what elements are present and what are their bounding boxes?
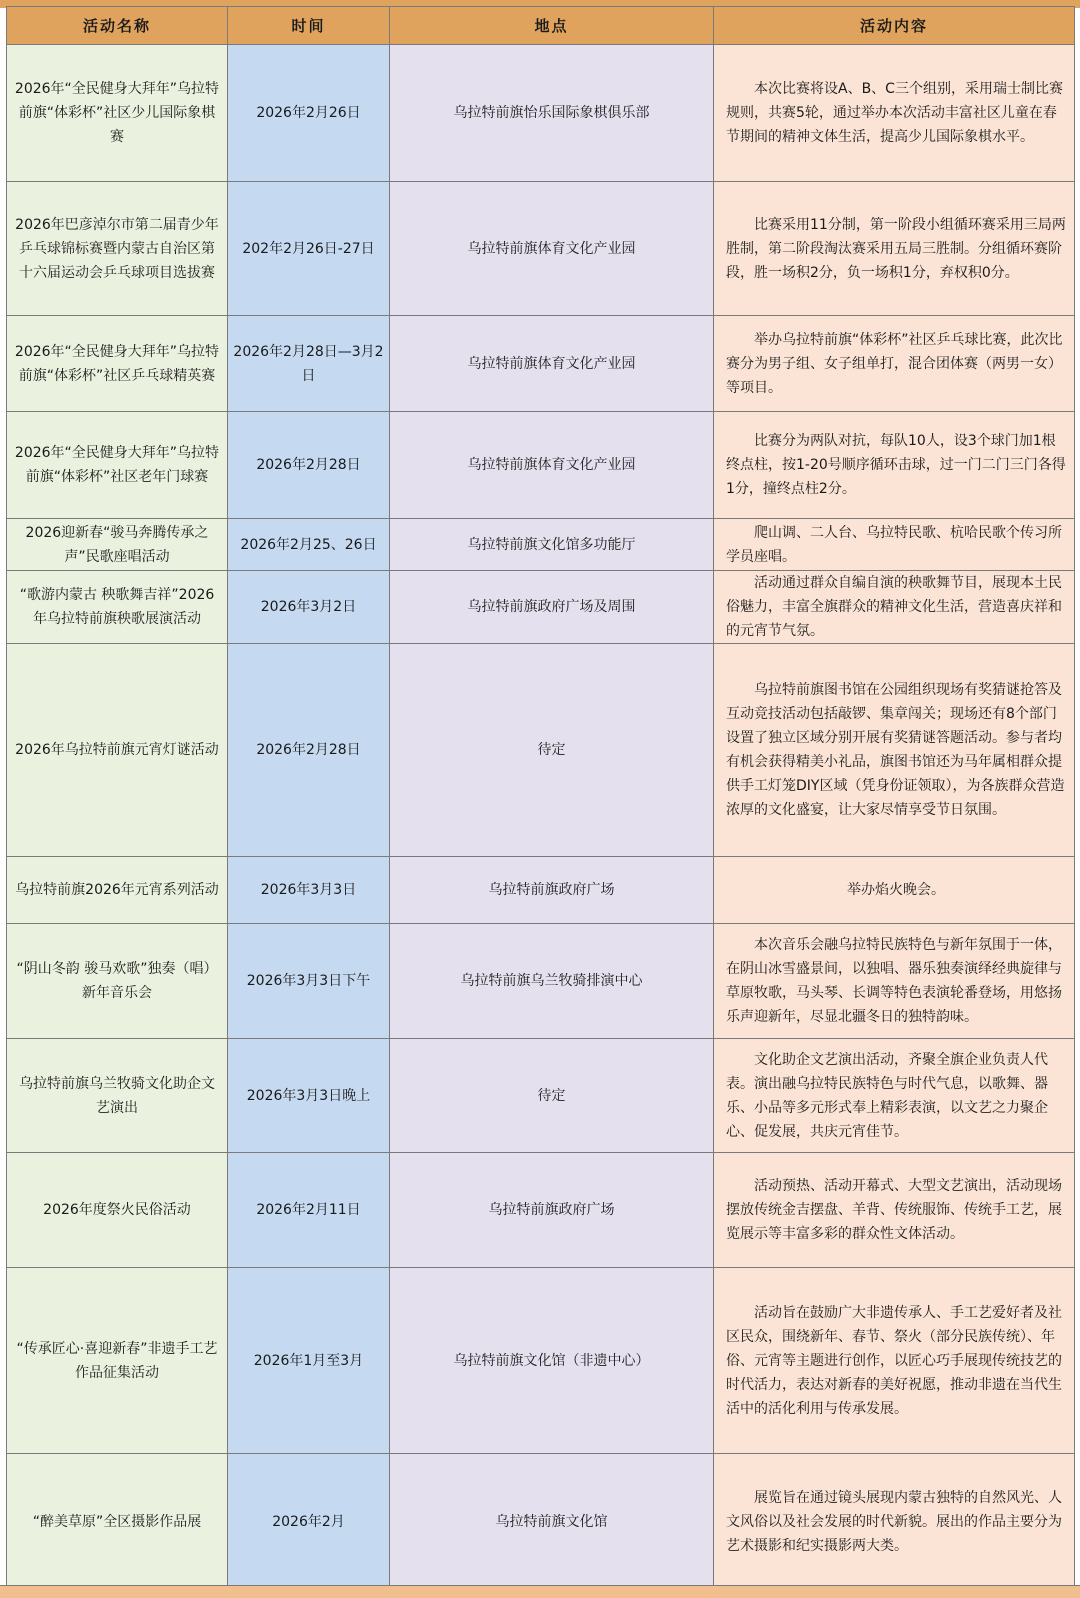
time-cell: 2026年2月28日	[228, 644, 390, 857]
activity-name-cell: “传承匠心·喜迎新春”非遗手工艺作品征集活动	[7, 1268, 228, 1454]
content-cell: 本次音乐会融乌拉特民族特色与新年氛围于一体，在阴山冰雪盛景间，以独唱、器乐独奏演绎经典旋律与草原牧歌，马头琴、长调等特色表演轮番登场，用悠扬乐声迎新年，尽显北疆冬日的独特韵味。	[714, 924, 1075, 1039]
activity-name-cell: 2026年乌拉特前旗元宵灯谜活动	[7, 644, 228, 857]
table-row	[7, 1268, 1075, 1454]
table-row	[7, 1039, 1075, 1153]
time-cell: 2026年3月3日下午	[228, 924, 390, 1039]
time-cell: 2026年2月28日—3月2日	[228, 316, 390, 412]
table-row	[7, 316, 1075, 412]
content-cell: 比赛采用11分制，第一阶段小组循环赛采用三局两胜制，第二阶段淘汰赛采用五局三胜制。分组循环赛阶段，胜一场积2分，负一场积1分，弃权积0分。	[714, 182, 1075, 316]
location-cell: 待定	[390, 1039, 714, 1153]
table-row	[7, 644, 1075, 857]
location-cell: 乌拉特前旗文化馆	[390, 1454, 714, 1591]
activity-name-cell: 2026年巴彦淖尔市第二届青少年乒乓球锦标赛暨内蒙古自治区第十六届运动会乒乓球项目选拔赛	[7, 182, 228, 316]
location-cell: 乌拉特前旗文化馆（非遗中心）	[390, 1268, 714, 1454]
table-row	[7, 857, 1075, 924]
content-cell: 举办乌拉特前旗“体彩杯”社区乒乓球比赛，此次比赛分为男子组、女子组单打，混合团体赛（两男一女）等项目。	[714, 316, 1075, 412]
content-cell: 爬山调、二人台、乌拉特民歌、杭哈民歌个传习所学员座唱。	[714, 519, 1075, 571]
header-row	[7, 7, 1075, 45]
location-cell: 待定	[390, 644, 714, 857]
location-cell: 乌拉特前旗政府广场	[390, 857, 714, 924]
location-cell: 乌拉特前旗体育文化产业园	[390, 412, 714, 519]
location-cell: 乌拉特前旗政府广场及周围	[390, 571, 714, 644]
table-row	[7, 45, 1075, 182]
activity-name-cell: 2026年“全民健身大拜年”乌拉特前旗“体彩杯”社区乒乓球精英赛	[7, 316, 228, 412]
content-cell: 活动旨在鼓励广大非遗传承人、手工艺爱好者及社区民众，围绕新年、春节、祭火（部分民族传统）、年俗、元宵等主题进行创作，以匠心巧手展现传统技艺的时代活力，表达对新春的美好祝愿，推动非遗在当代生活中的活化利用与传承发展。	[714, 1268, 1075, 1454]
content-cell: 乌拉特前旗图书馆在公园组织现场有奖猜谜抢答及互动竞技活动包括敲锣、集章闯关；现场还有8个部门设置了独立区域分别开展有奖猜谜答题活动。参与者均有机会获得精美小礼品，旗图书馆还为马年属相群众提供手工灯笼DIY区域（凭身份证领取），为各族群众营造浓厚的文化盛宴，让大家尽情享受节日氛围。	[714, 644, 1075, 857]
bottom-edge-strip	[0, 1585, 1080, 1598]
content-cell: 比赛分为两队对抗，每队10人，设3个球门加1根终点柱，按1-20号顺序循环击球，过一门二门三门各得1分，撞终点柱2分。	[714, 412, 1075, 519]
activity-name-cell: 2026迎新春“骏马奔腾传承之声”民歌座唱活动	[7, 519, 228, 571]
content-cell: 展览旨在通过镜头展现内蒙古独特的自然风光、人文风俗以及社会发展的时代新貌。展出的作品主要分为艺术摄影和纪实摄影两大类。	[714, 1454, 1075, 1591]
table-row	[7, 571, 1075, 644]
location-cell: 乌拉特前旗怡乐国际象棋俱乐部	[390, 45, 714, 182]
time-cell: 2026年2月28日	[228, 412, 390, 519]
time-cell: 2026年1月至3月	[228, 1268, 390, 1454]
time-cell: 2026年3月3日晚上	[228, 1039, 390, 1153]
content-cell: 活动预热、活动开幕式、大型文艺演出，活动现场摆放传统金吉摆盘、羊背、传统服饰、传统手工艺，展览展示等丰富多彩的群众性文体活动。	[714, 1153, 1075, 1268]
activity-name-cell: 乌拉特前旗2026年元宵系列活动	[7, 857, 228, 924]
content-cell: 举办焰火晚会。	[714, 857, 1075, 924]
time-cell: 2026年2月26日	[228, 45, 390, 182]
header-activity-name: 活动名称	[7, 7, 228, 45]
table-row	[7, 1454, 1075, 1591]
table-row	[7, 519, 1075, 571]
activities-table	[6, 6, 1075, 1591]
location-cell: 乌拉特前旗体育文化产业园	[390, 316, 714, 412]
table-row	[7, 412, 1075, 519]
location-cell: 乌拉特前旗文化馆多功能厅	[390, 519, 714, 571]
time-cell: 2026年2月	[228, 1454, 390, 1591]
activity-name-cell: “阴山冬韵 骏马欢歌”独奏（唱）新年音乐会	[7, 924, 228, 1039]
time-cell: 2026年3月3日	[228, 857, 390, 924]
activity-name-cell: “醉美草原”全区摄影作品展	[7, 1454, 228, 1591]
time-cell: 2026年3月2日	[228, 571, 390, 644]
time-cell: 2026年2月11日	[228, 1153, 390, 1268]
activity-name-cell: 2026年度祭火民俗活动	[7, 1153, 228, 1268]
location-cell: 乌拉特前旗政府广场	[390, 1153, 714, 1268]
activity-name-cell: 2026年“全民健身大拜年”乌拉特前旗“体彩杯”社区少儿国际象棋赛	[7, 45, 228, 182]
activity-name-cell: 2026年“全民健身大拜年”乌拉特前旗“体彩杯”社区老年门球赛	[7, 412, 228, 519]
content-cell: 本次比赛将设A、B、C三个组别，采用瑞士制比赛规则，共赛5轮，通过举办本次活动丰富社区儿童在春节期间的精神文体生活，提高少儿国际象棋水平。	[714, 45, 1075, 182]
time-cell: 2026年2月25、26日	[228, 519, 390, 571]
activity-name-cell: 乌拉特前旗乌兰牧骑文化助企文艺演出	[7, 1039, 228, 1153]
table-row	[7, 924, 1075, 1039]
location-cell: 乌拉特前旗乌兰牧骑排演中心	[390, 924, 714, 1039]
table-row	[7, 182, 1075, 316]
header-content: 活动内容	[714, 7, 1075, 45]
location-cell: 乌拉特前旗体育文化产业园	[390, 182, 714, 316]
time-cell: 202年2月26日-27日	[228, 182, 390, 316]
activity-name-cell: “歌游内蒙古 秧歌舞吉祥”2026年乌拉特前旗秧歌展演活动	[7, 571, 228, 644]
header-time: 时间	[228, 7, 390, 45]
content-cell: 文化助企文艺演出活动，齐聚全旗企业负责人代表。演出融乌拉特民族特色与时代气息，以歌舞、器乐、小品等多元形式奉上精彩表演，以文艺之力聚企心、促发展，共庆元宵佳节。	[714, 1039, 1075, 1153]
content-cell: 活动通过群众自编自演的秧歌舞节目，展现本土民俗魅力，丰富全旗群众的精神文化生活，营造喜庆祥和的元宵节气氛。	[714, 571, 1075, 644]
header-location: 地点	[390, 7, 714, 45]
table-row	[7, 1153, 1075, 1268]
